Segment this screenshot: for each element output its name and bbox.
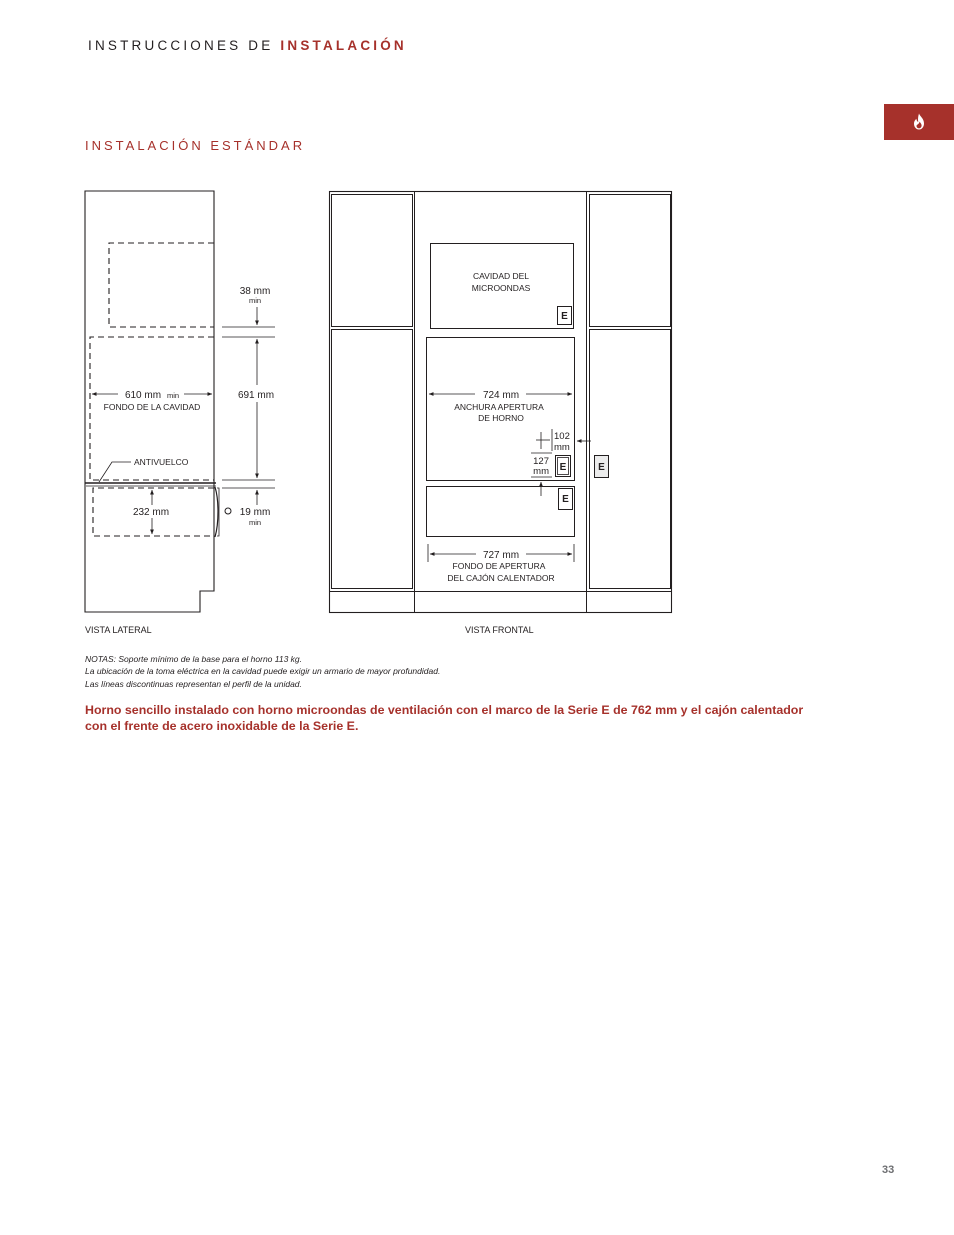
header-accent: INSTALACIÓN [280, 38, 407, 53]
figure-caption: Horno sencillo instalado con horno microondas de ventilación con el marco de la Serie E de 762 mm y el cajón calentador con el frente de acero inoxidable de la Serie E. [85, 703, 804, 733]
outlet-marker: E [598, 462, 605, 473]
left-upper-door [332, 195, 413, 327]
outlet-marker: E [559, 462, 567, 473]
side-view-labels [85, 286, 274, 635]
right-upper-door [590, 195, 671, 327]
note-line: La ubicación de la toma eléctrica en la cavidad puede exigir un armario de mayor profundidad. [85, 666, 441, 676]
note-line: NOTAS: Soporte mínimo de la base para el horno 113 kg. [85, 654, 303, 664]
side-view-label: VISTA LATERAL [85, 625, 152, 635]
side-microwave-profile [109, 243, 214, 327]
header-prefix: INSTRUCCIONES DE [88, 38, 274, 53]
drawer-handle [225, 508, 231, 514]
front-view-label: VISTA FRONTAL [465, 625, 534, 635]
oven-width-label: ANCHURA APERTURA [454, 402, 544, 412]
svg-text:min: min [248, 296, 262, 305]
svg-text:min: min [248, 518, 262, 527]
svg-text:MICROONDAS: MICROONDAS [471, 283, 531, 293]
notes [85, 654, 440, 689]
drawer-depth-label: FONDO DE APERTURA [452, 561, 546, 571]
svg-text:DE HORNO: DE HORNO [478, 413, 524, 423]
left-lower-door [332, 330, 413, 589]
dim-127mm: 127 [533, 456, 549, 467]
svg-text:min: min [166, 391, 180, 400]
dim-724mm: 724 mm [482, 390, 520, 401]
section-title: INSTALACIÓN ESTÁNDAR [85, 138, 306, 153]
dim-610mm: 610 mm [124, 390, 162, 401]
note-line: Las líneas discontinuas representan el perfil de la unidad. [85, 679, 302, 689]
warming-drawer-opening [427, 487, 575, 537]
dim-19mm: 19 mm [239, 507, 271, 518]
cavity-depth-label: FONDO DE LA CAVIDAD [103, 402, 201, 412]
front-view-labels [447, 271, 605, 635]
svg-text:mm: mm [533, 466, 549, 477]
dim-102mm: 102 [554, 431, 570, 442]
dim-691mm: 691 mm [237, 390, 275, 401]
outlet-marker: E [561, 311, 568, 322]
svg-text:mm: mm [554, 442, 570, 453]
anti-tip-label: ANTIVUELCO [134, 457, 189, 467]
dim-232mm: 232 mm [132, 507, 170, 518]
microwave-cavity-label: CAVIDAD DEL [472, 271, 530, 281]
svg-text:DEL CAJÓN CALENTADOR: DEL CAJÓN CALENTADOR [447, 573, 555, 583]
dim-727mm: 727 mm [482, 550, 520, 561]
page-number: 33 [882, 1164, 895, 1176]
dim-38mm: 38 mm [239, 286, 271, 297]
outlet-marker: E [562, 494, 569, 505]
